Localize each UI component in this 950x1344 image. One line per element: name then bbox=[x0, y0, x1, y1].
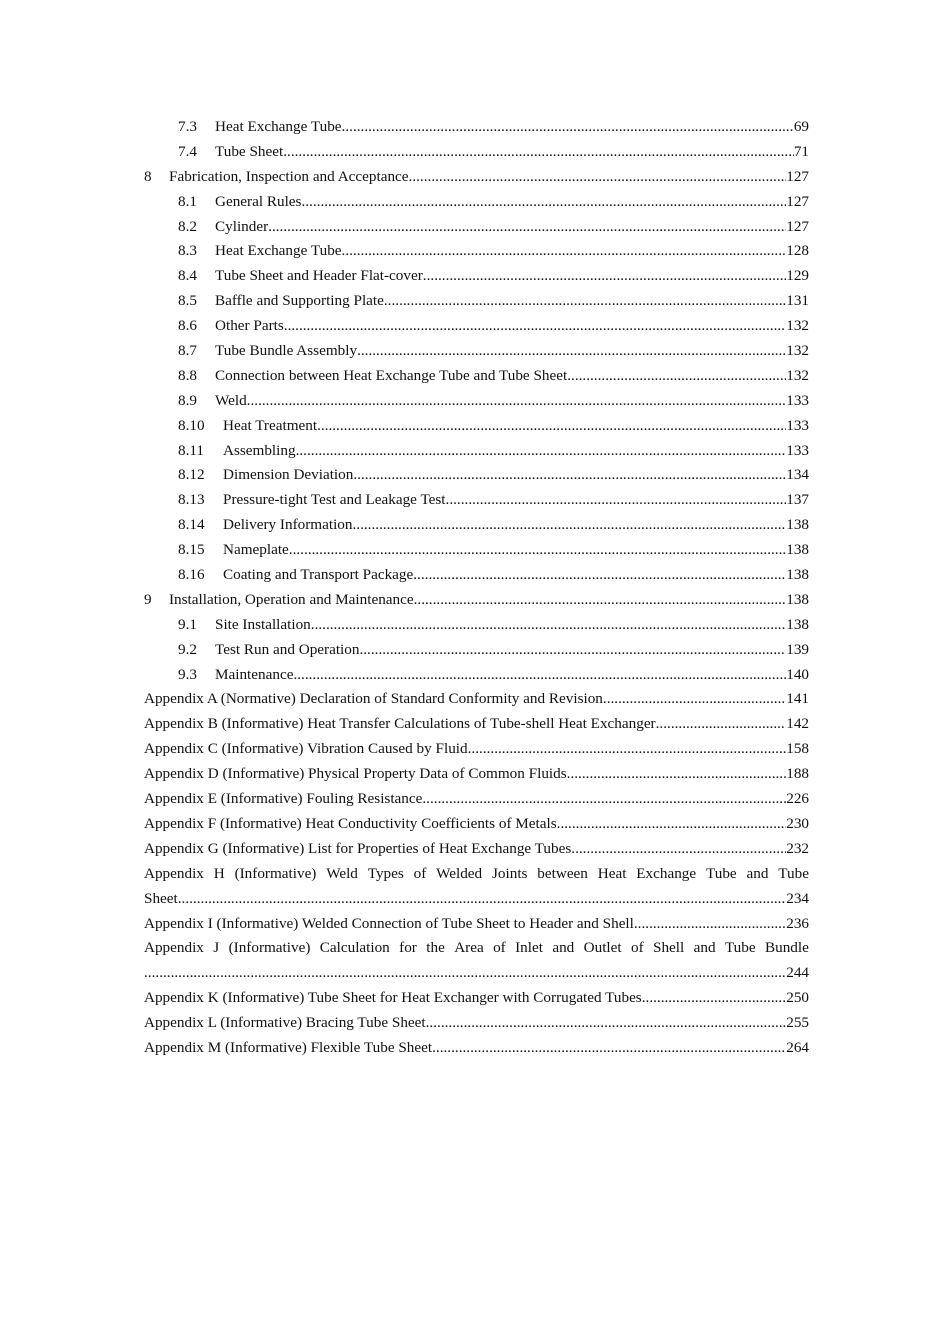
toc-entry-title: Site Installation bbox=[215, 615, 311, 633]
toc-entry-page: 132 bbox=[786, 342, 809, 360]
toc-entry-page: 230 bbox=[786, 814, 809, 832]
dot-leader bbox=[283, 140, 794, 165]
toc-entry-page: 234 bbox=[786, 889, 809, 907]
dot-leader bbox=[247, 389, 787, 414]
toc-entry-page: 158 bbox=[786, 740, 809, 758]
toc-entry[interactable] bbox=[144, 314, 809, 339]
dot-leader bbox=[642, 986, 787, 1011]
toc-entry-word: (Informative) bbox=[234, 864, 317, 882]
toc-entry-word: (Informative) bbox=[228, 939, 311, 957]
toc-entry-word: Shell bbox=[653, 939, 685, 957]
toc-entry-title: Baffle and Supporting Plate bbox=[215, 292, 384, 310]
toc-entry-page: 127 bbox=[786, 192, 809, 210]
toc-entry-page: 138 bbox=[786, 590, 809, 608]
toc-entry-number: 8.4 bbox=[178, 267, 197, 285]
toc-entry-page: 264 bbox=[786, 1038, 809, 1056]
toc-entry-title: Coating and Transport Package bbox=[223, 566, 414, 584]
dot-leader bbox=[296, 439, 787, 464]
toc-entry-word: Bundle bbox=[764, 939, 809, 957]
toc-entry-word: the bbox=[426, 939, 445, 957]
toc-entry-page: 236 bbox=[786, 914, 809, 932]
toc-entry-number: 7.3 bbox=[178, 118, 197, 135]
toc-entry-page: 250 bbox=[786, 989, 809, 1007]
table-of-contents bbox=[144, 115, 809, 1061]
toc-entry[interactable] bbox=[144, 837, 809, 862]
toc-entry-word: Tube bbox=[724, 939, 756, 957]
toc-entry-continuation[interactable] bbox=[144, 961, 809, 986]
toc-entry-number: 8.5 bbox=[178, 292, 197, 310]
dot-leader bbox=[468, 737, 787, 762]
dot-leader bbox=[414, 588, 787, 613]
toc-entry-word: for bbox=[399, 939, 417, 957]
dot-leader bbox=[426, 1011, 787, 1036]
toc-entry-page: 138 bbox=[786, 615, 809, 633]
toc-entry-title: Appendix M (Informative) Flexible Tube Sheet bbox=[144, 1038, 433, 1056]
toc-entry[interactable] bbox=[144, 165, 809, 190]
toc-entry-page: 138 bbox=[786, 516, 809, 534]
dot-leader bbox=[342, 115, 794, 140]
toc-entry-title: Heat Exchange Tube bbox=[215, 118, 342, 135]
dot-leader bbox=[446, 488, 787, 513]
toc-entry-word: Heat bbox=[597, 864, 627, 882]
toc-entry-page: 132 bbox=[786, 317, 809, 335]
toc-entry[interactable] bbox=[144, 364, 809, 389]
toc-entry[interactable] bbox=[144, 588, 809, 613]
toc-entry-number: 9.1 bbox=[178, 615, 197, 633]
dot-leader bbox=[423, 264, 786, 289]
toc-entry-number: 9.3 bbox=[178, 665, 197, 683]
toc-entry-page: 127 bbox=[786, 167, 809, 185]
toc-entry-page: 128 bbox=[786, 242, 809, 260]
toc-entry-title: Appendix D (Informative) Physical Property Data of Common Fluids bbox=[144, 765, 567, 783]
toc-entry-page: 129 bbox=[786, 267, 809, 285]
toc-entry[interactable] bbox=[144, 339, 809, 364]
dot-leader bbox=[352, 513, 786, 538]
toc-entry-page: 138 bbox=[786, 541, 809, 559]
toc-entry[interactable] bbox=[144, 140, 809, 165]
toc-entry-number: 8.11 bbox=[178, 441, 205, 459]
dot-leader bbox=[413, 563, 786, 588]
toc-entry-page: 244 bbox=[786, 964, 809, 982]
toc-entry-title: Tube Bundle Assembly bbox=[215, 342, 358, 360]
toc-entry-page: 255 bbox=[786, 1014, 809, 1032]
toc-entry-title: Appendix E (Informative) Fouling Resistance bbox=[144, 790, 423, 808]
toc-entry-title: Appendix F (Informative) Heat Conductivity Coefficients of Metals bbox=[144, 814, 557, 832]
dot-leader bbox=[284, 314, 786, 339]
toc-entry-title: Appendix A (Normative) Declaration of Standard Conformity and Revision bbox=[144, 690, 603, 708]
toc-entry-number: 8.15 bbox=[178, 541, 205, 559]
toc-entry[interactable] bbox=[144, 264, 809, 289]
toc-entry-title: Dimension Deviation bbox=[223, 466, 354, 484]
toc-entry-page: 140 bbox=[786, 665, 809, 683]
toc-entry-number: 8.14 bbox=[178, 516, 205, 534]
toc-entry-word: Exchange bbox=[636, 864, 697, 882]
toc-entry-number: 8.12 bbox=[178, 466, 205, 484]
dot-leader bbox=[144, 961, 786, 986]
toc-entry-title: Appendix B (Informative) Heat Transfer Calculations of Tube-shell Heat Exchanger bbox=[144, 715, 656, 733]
dot-leader bbox=[317, 414, 786, 439]
toc-entry-page: 133 bbox=[786, 391, 809, 409]
toc-entry-word: Outlet bbox=[583, 939, 622, 957]
dot-leader bbox=[603, 687, 786, 712]
toc-entry[interactable] bbox=[144, 215, 809, 240]
toc-entry-page: 232 bbox=[786, 839, 809, 857]
toc-entry-word: Tube bbox=[778, 864, 809, 882]
dot-leader bbox=[571, 837, 786, 862]
toc-entry-title: Cylinder bbox=[215, 217, 269, 235]
toc-entry[interactable] bbox=[144, 762, 809, 787]
toc-entry-title: Test Run and Operation bbox=[215, 640, 360, 658]
dot-leader bbox=[359, 638, 786, 663]
toc-entry-number: 8.8 bbox=[178, 366, 197, 384]
toc-entry[interactable] bbox=[144, 463, 809, 488]
toc-entry-page: 132 bbox=[786, 366, 809, 384]
toc-entry[interactable] bbox=[144, 414, 809, 439]
toc-entry-title: Installation, Operation and Maintenance bbox=[169, 590, 414, 608]
toc-entry[interactable] bbox=[144, 538, 809, 563]
toc-entry-word: between bbox=[537, 864, 588, 882]
toc-entry-wrapped-line[interactable] bbox=[144, 862, 809, 887]
toc-entry-word: of bbox=[493, 939, 506, 957]
toc-entry-word: Tube bbox=[705, 864, 737, 882]
toc-entry-page: 137 bbox=[786, 491, 809, 509]
dot-leader bbox=[656, 712, 787, 737]
toc-entry[interactable] bbox=[144, 513, 809, 538]
dot-leader bbox=[357, 339, 786, 364]
dot-leader bbox=[311, 613, 786, 638]
toc-entry[interactable] bbox=[144, 687, 809, 712]
dot-leader bbox=[409, 165, 787, 190]
toc-entry-title: Heat Exchange Tube bbox=[215, 242, 342, 260]
toc-entry-word: and bbox=[693, 939, 716, 957]
dot-leader bbox=[342, 239, 787, 264]
toc-entry-number: 8.16 bbox=[178, 566, 205, 584]
toc-entry-title: General Rules bbox=[215, 192, 302, 210]
toc-entry-page: 141 bbox=[786, 690, 809, 708]
toc-entry-page: 139 bbox=[786, 640, 809, 658]
dot-leader bbox=[557, 812, 787, 837]
toc-entry-title: Tube Sheet and Header Flat-cover bbox=[215, 267, 423, 285]
toc-entry-page: 133 bbox=[786, 441, 809, 459]
toc-entry-page: 131 bbox=[786, 292, 809, 310]
toc-entry-number: 8.1 bbox=[178, 192, 197, 210]
toc-entry-word: Area bbox=[454, 939, 484, 957]
toc-entry[interactable] bbox=[144, 812, 809, 837]
toc-entry-page: 134 bbox=[786, 466, 809, 484]
toc-entry-title: Pressure-tight Test and Leakage Test bbox=[223, 491, 446, 509]
dot-leader bbox=[268, 215, 786, 240]
toc-entry[interactable] bbox=[144, 663, 809, 688]
toc-entry-page: 142 bbox=[786, 715, 809, 733]
dot-leader bbox=[301, 190, 786, 215]
toc-entry-title: Appendix G (Informative) List for Properties of Heat Exchange Tubes bbox=[144, 839, 572, 857]
toc-entry-title: Appendix K (Informative) Tube Sheet for Heat Exchanger with Corrugated Tubes bbox=[144, 989, 642, 1007]
toc-entry[interactable] bbox=[144, 986, 809, 1011]
toc-entry-title: Appendix C (Informative) Vibration Caused by Fluid bbox=[144, 740, 468, 758]
toc-entry-number: 8.7 bbox=[178, 342, 197, 360]
toc-entry-number: 9.2 bbox=[178, 640, 197, 658]
toc-entry[interactable] bbox=[144, 115, 809, 140]
toc-entry[interactable] bbox=[144, 488, 809, 513]
toc-entry[interactable] bbox=[144, 289, 809, 314]
toc-entry-page: 69 bbox=[793, 118, 809, 135]
toc-entry-page: 133 bbox=[786, 416, 809, 434]
dot-leader bbox=[634, 912, 786, 937]
toc-entry-word: Appendix bbox=[144, 864, 204, 882]
toc-entry-word: of bbox=[413, 864, 427, 882]
toc-entry[interactable] bbox=[144, 439, 809, 464]
toc-entry-title: Maintenance bbox=[215, 665, 294, 683]
toc-entry[interactable] bbox=[144, 563, 809, 588]
toc-entry[interactable] bbox=[144, 613, 809, 638]
toc-entry[interactable] bbox=[144, 190, 809, 215]
toc-entry-number: 8.13 bbox=[178, 491, 205, 509]
toc-entry-title: Delivery Information bbox=[223, 516, 353, 534]
toc-entry-word: Inlet bbox=[515, 939, 543, 957]
toc-entry[interactable] bbox=[144, 239, 809, 264]
toc-entry-title: Other Parts bbox=[215, 317, 284, 335]
toc-entry-title: Heat Treatment bbox=[223, 416, 318, 434]
toc-entry-word: of bbox=[630, 939, 644, 957]
toc-entry-number: 8.3 bbox=[178, 242, 197, 260]
toc-entry-title: Appendix I (Informative) Welded Connection of Tube Sheet to Header and Shell bbox=[144, 914, 634, 932]
dot-leader bbox=[178, 887, 786, 912]
toc-entry-word: and bbox=[552, 939, 575, 957]
toc-entry-word: Calculation bbox=[319, 939, 390, 957]
toc-entry[interactable] bbox=[144, 912, 809, 937]
toc-entry-number: 8 bbox=[144, 167, 152, 185]
toc-entry-number: 9 bbox=[144, 590, 152, 608]
dot-leader bbox=[289, 538, 786, 563]
toc-entry-page: 127 bbox=[786, 217, 809, 235]
toc-entry-continuation[interactable] bbox=[144, 887, 809, 912]
toc-entry-title: Appendix L (Informative) Bracing Tube Sheet bbox=[144, 1014, 426, 1032]
toc-entry[interactable] bbox=[144, 1036, 809, 1061]
toc-entry[interactable] bbox=[144, 389, 809, 414]
toc-entry-word: and bbox=[746, 864, 769, 882]
toc-entry-number: 8.10 bbox=[178, 416, 205, 434]
toc-entry-title: Fabrication, Inspection and Acceptance bbox=[169, 167, 409, 185]
toc-entry-word: Welded bbox=[436, 864, 483, 882]
toc-entry[interactable] bbox=[144, 638, 809, 663]
toc-entry[interactable] bbox=[144, 787, 809, 812]
toc-entry-word: Appendix bbox=[144, 939, 204, 957]
toc-entry-page: 226 bbox=[786, 790, 809, 808]
toc-entry-word: H bbox=[213, 864, 225, 882]
toc-entry-title: Nameplate bbox=[223, 541, 289, 559]
toc-entry-word: J bbox=[213, 939, 220, 957]
dot-leader bbox=[293, 663, 786, 688]
toc-entry-number: 8.9 bbox=[178, 391, 197, 409]
dot-leader bbox=[432, 1036, 786, 1061]
dot-leader bbox=[384, 289, 786, 314]
toc-entry-word: Types bbox=[367, 864, 404, 882]
dot-leader bbox=[353, 463, 786, 488]
toc-entry[interactable] bbox=[144, 737, 809, 762]
toc-entry-page: 71 bbox=[793, 142, 809, 160]
toc-entry-title-rest: Sheet bbox=[144, 889, 178, 907]
toc-entry[interactable] bbox=[144, 1011, 809, 1036]
dot-leader bbox=[422, 787, 786, 812]
toc-entry-number: 7.4 bbox=[178, 142, 197, 160]
toc-entry-title: Tube Sheet bbox=[215, 142, 284, 160]
toc-entry-word: Weld bbox=[326, 864, 358, 882]
toc-entry-title: Assembling bbox=[223, 441, 296, 459]
toc-entry-page: 138 bbox=[786, 566, 809, 584]
toc-entry[interactable] bbox=[144, 712, 809, 737]
toc-entry-title: Weld bbox=[215, 391, 247, 409]
toc-entry-title: Connection between Heat Exchange Tube and Tube Sheet bbox=[215, 366, 568, 384]
toc-entry-word: Joints bbox=[492, 864, 528, 882]
dot-leader bbox=[567, 762, 787, 787]
toc-entry-page: 188 bbox=[786, 765, 809, 783]
toc-entry-number: 8.6 bbox=[178, 317, 197, 335]
toc-entry-number: 8.2 bbox=[178, 217, 197, 235]
dot-leader bbox=[567, 364, 786, 389]
toc-entry-wrapped-line[interactable] bbox=[144, 936, 809, 961]
